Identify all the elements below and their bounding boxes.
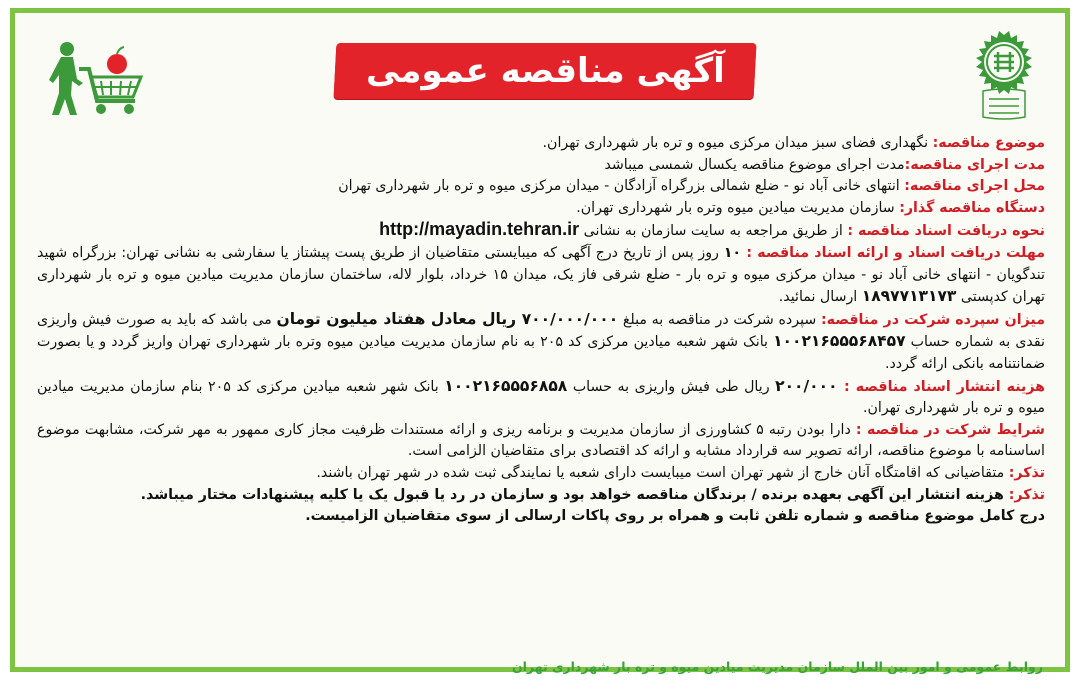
subject-label: موضوع مناقصه: <box>932 135 1045 151</box>
section-final <box>37 506 1045 528</box>
note-2-text: هزینه انتشار این آگهی بعهده برنده / برندگان مناقصه خواهد بود و سازمان در رد یا قبول یک یا کلیه پیشنهادات مختار میباشد. <box>140 486 1009 503</box>
section-receive-docs <box>37 219 1045 243</box>
note-2-label: تذکر: <box>1008 486 1045 503</box>
section-deposit <box>37 309 1045 376</box>
publish-cost-label: هزینه انتشار اسناد مناقصه : <box>844 378 1045 395</box>
receive-docs-label: نحوه دریافت اسناد مناقصه : <box>847 223 1045 240</box>
publish-cost-amount: ۲۰۰/۰۰۰ <box>775 376 845 395</box>
shopping-cart-icon <box>39 39 149 119</box>
deadline-label: مهلت دریافت اسناد و ارائه اسناد مناقصه : <box>746 244 1045 261</box>
section-publish-cost <box>37 376 1045 420</box>
notice-title-banner <box>334 43 757 99</box>
deposit-amount: ۷۰۰/۰۰۰/۰۰۰ ریال معادل هفتاد میلیون تومان <box>276 309 619 328</box>
notice-title: آگهی مناقصه عمومی <box>365 51 725 91</box>
note-1-label: تذکر: <box>1008 464 1045 481</box>
notice-header <box>15 13 1065 135</box>
section-subject <box>37 133 1045 155</box>
section-deadline <box>37 243 1045 309</box>
publish-cost-text2: بانک شهر شعبه میادین مرکزی کد ۲۰۵ بنام سازمان مدیریت میادین میوه و تره بار شهرداری تهران. <box>37 378 1045 417</box>
duration-label: مدت اجرای مناقصه: <box>904 156 1045 173</box>
section-conditions <box>37 420 1045 463</box>
conditions-text: دارا بودن رتبه ۵ کشاورزی از سازمان مدیریت و برنامه ریزی و ارائه مستندات ظرفیت مجاز کاری ممهور به مهر شرکت، مشابهت موضوع اساسنامه با موضوع مناقصه، ارائه تصویر سه قرارداد مشابه و ارائه کد اقتصادی برای متقاضیان الزامی است. <box>37 421 1045 460</box>
footer-credit: روابط عمومی و امور بین الملل سازمان مدیریت میادین میوه و تره بار شهرداری تهران <box>511 659 1043 674</box>
deadline-text-end: ارسال نمائید. <box>778 289 862 306</box>
deposit-text3: بانک شهر شعبه میادین مرکزی کد ۲۰۵ به نام سازمان مدیریت میادین میوه وتره بار شهرداری تهران واریز گردد و یا بصورت ضمانتنامه بانکی ارائه گردد. <box>37 334 1045 372</box>
section-organizer <box>37 198 1045 220</box>
section-note-2 <box>37 485 1045 507</box>
conditions-label: شرایط شرکت در مناقصه : <box>855 421 1045 438</box>
deposit-text: سپرده شرکت در مناقصه به مبلغ <box>618 311 821 328</box>
deposit-label: میزان سپرده شرکت در مناقصه: <box>820 311 1046 328</box>
duration-text: مدت اجرای موضوع مناقصه یکسال شمسی میباشد <box>604 156 905 173</box>
tehran-municipality-logo-icon <box>963 29 1045 125</box>
section-note-1 <box>37 463 1045 485</box>
deposit-text2: می باشد که باید به صورت فیش واریزی نقدی به شماره حساب <box>37 311 1046 351</box>
deposit-account: ۱۰۰۲۱۶۵۵۵۶۸۴۵۷ <box>773 332 906 351</box>
website-link[interactable]: http://mayadin.tehran.ir <box>379 219 580 240</box>
deadline-days: ۱۰ <box>723 244 747 261</box>
location-label: محل اجرای مناقصه: <box>904 178 1045 195</box>
note-1-text: متقاضیانی که اقامتگاه آنان خارج از شهر تهران است میبایست دارای شعبه یا نمایندگی ثبت شده در شهر تهران باشند. <box>316 464 1009 481</box>
publish-cost-text: ریال طی فیش واریزی به حساب <box>567 378 776 395</box>
section-location <box>37 176 1045 198</box>
section-duration <box>37 155 1045 177</box>
organizer-label: دستگاه مناقصه گذار: <box>899 199 1045 216</box>
location-text: انتهای خانی آباد نو - ضلع شمالی بزرگراه آزادگان - میدان مرکزی میوه و تره بار شهرداری تهران <box>338 178 905 195</box>
notice-frame <box>10 8 1070 672</box>
final-text: درج کامل موضوع مناقصه و شماره تلفن ثابت و همراه بر روی پاکات ارسالی از سوی متقاضیان الزامیست. <box>305 508 1045 525</box>
postal-code: ۱۸۹۷۷۱۳۱۷۳ <box>861 287 957 306</box>
publish-cost-account: ۱۰۰۲۱۶۵۵۵۶۸۵۸ <box>444 376 568 395</box>
receive-docs-text: از طریق مراجعه به سایت سازمان به نشانی <box>579 223 848 240</box>
subject-text: نگهداری فضای سبز میدان مرکزی میوه و تره بار شهرداری تهران. <box>542 135 933 151</box>
organizer-text: سازمان مدیریت میادین میوه وتره بار شهرداری تهران. <box>576 199 900 216</box>
notice-body <box>37 133 1045 528</box>
deadline-text: روز پس از تاریخ درج آگهی که میبایستی متقاضیان از طریق پست پیشتاز یا سفارشی به نشانی تهران: بزرگراه شهید تندگویان - انتهای خانی آباد نو - میدان مرکزی میوه و تره بار - ضلع شرقی فاز یک، میدان ۱۵ خرداد، بلوار لاله، ساختمان سازمان مدیریت میادین میوه و تره بار شهرداری تهران کدپستی <box>37 244 1045 306</box>
